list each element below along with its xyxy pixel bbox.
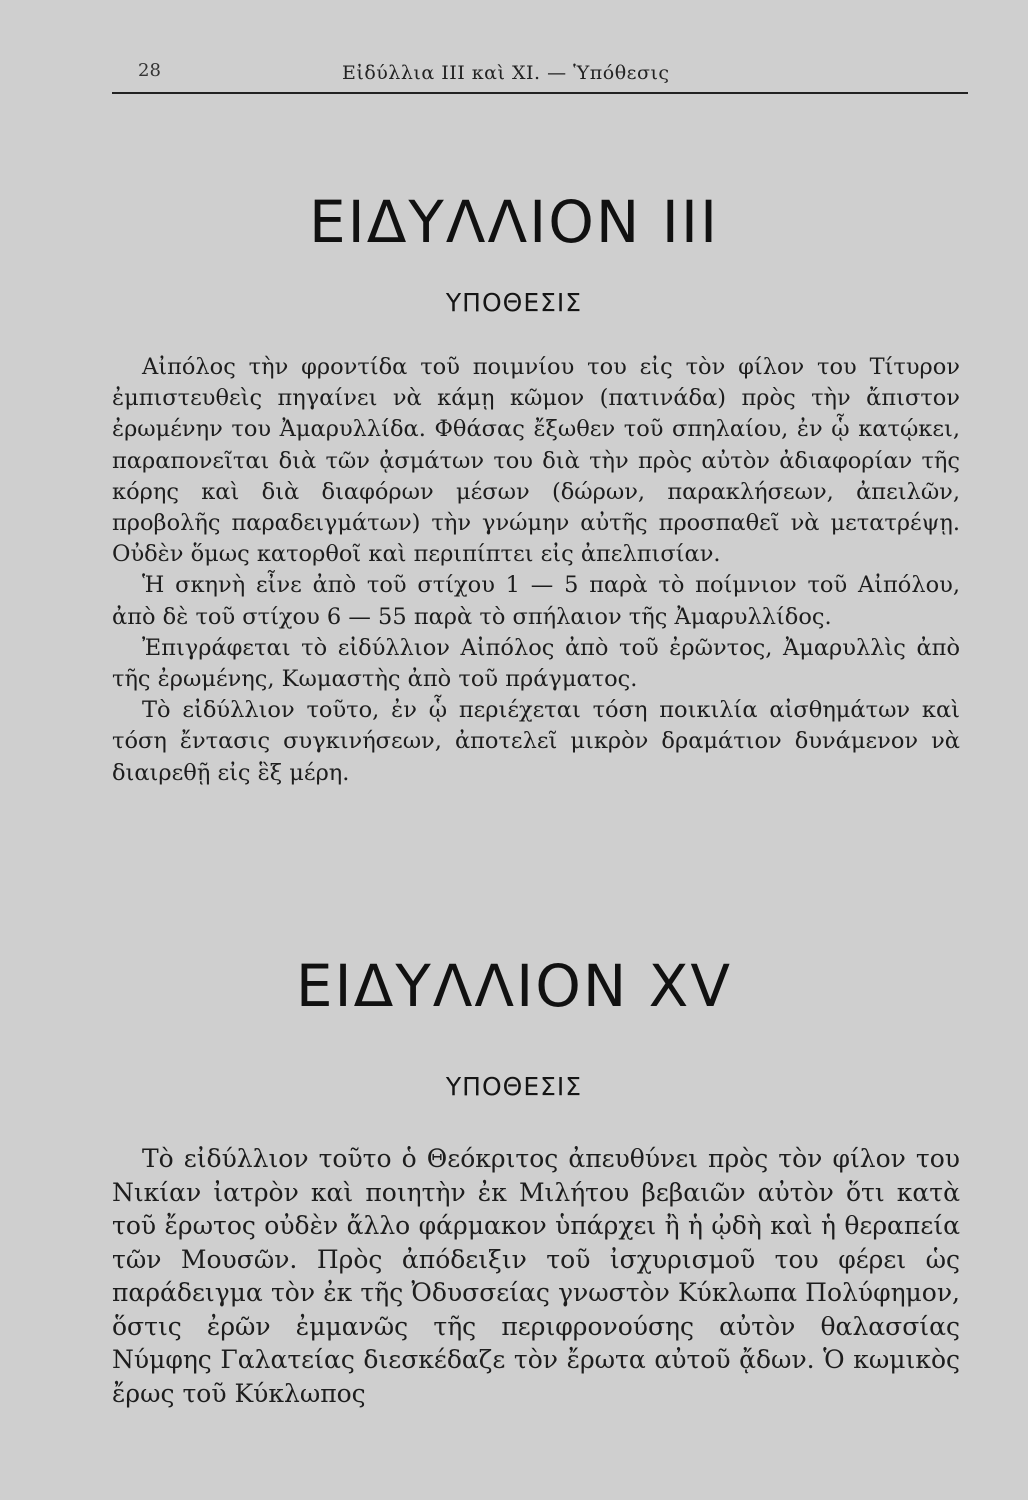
section-subtitle-hypothesis-2: ΥΠΟΘΕΣΙΣ xyxy=(445,1072,583,1101)
paragraph: Ἡ σκηνὴ εἶνε ἀπὸ τοῦ στίχου 1 — 5 παρὰ τὸ ποίμνιον τοῦ Αἰπόλου, ἀπὸ δὲ τοῦ στίχου 6 — 55 παρὰ τὸ σπήλαιον τῆς Ἀμαρυλλίδος. xyxy=(112,572,960,630)
page-number: 28 xyxy=(138,60,161,81)
paragraph: Τὸ εἰδύλλιον τοῦτο ὁ Θεόκριτος ἀπευθύνει πρὸς τὸν φίλον του Νικίαν ἰατρὸν καὶ ποιητὴν ἐκ Μιλήτου βεβαιῶν αὐτὸν ὅτι κατὰ τοῦ ἔρωτος οὐδὲν ἄλλο φάρμακον ὑπάρχει ἢ ἡ ᾠδὴ καὶ ἡ θεραπεία τῶν Μουσῶν. Πρὸς ἀπόδειξιν τοῦ ἰσχυρισμοῦ του φέρει ὡς παράδειγμα τὸν ἐκ τῆς Ὀδυσσείας γνωστὸν Κύκλωπα Πολύφημον, ὅστις ἐρῶν ἐμμανῶς τῆς περιφρονούσης αὐτὸν θαλασσίας Νύμφης Γαλατείας διεσκέδαζε τὸν ἔρωτα αὐτοῦ ᾄδων. Ὁ κωμικὸς ἔρως τοῦ Κύκλωπος xyxy=(112,1144,960,1408)
section-body-idyll-3 xyxy=(112,352,960,789)
paragraph: Αἰπόλος τὴν φροντίδα τοῦ ποιμνίου του εἰς τὸν φίλον του Τίτυρον ἐμπιστευθεὶς πηγαίνει νὰ κάμῃ κῶμον (πατινάδα) πρὸς τὴν ἄπιστον ἐρωμένην του Ἀμαρυλλίδα. Φθάσας ἔξωθεν τοῦ σπηλαίου, ἐν ᾧ κατῴκει, παραπονεῖται διὰ τῶν ᾀσμάτων του διὰ τὴν πρὸς αὐτὸν ἀδιαφορίαν τῆς κόρης καὶ διὰ διαφόρων μέσων (δώρων, παρακλήσεων, ἀπειλῶν, προβολῆς παραδειγμάτων) τὴν γνώμην αὐτῆς προσπαθεῖ νὰ μετατρέψῃ. Οὐδὲν ὅμως κατορθοῖ καὶ περιπίπτει εἰς ἀπελπισίαν. xyxy=(112,354,960,568)
section-title-idyll-15: ΕΙΔΥΛΛΙΟΝ XV xyxy=(295,952,733,1020)
paragraph: Ἐπιγράφεται τὸ εἰδύλλιον Αἰπόλος ἀπὸ τοῦ ἐρῶντος, Ἀμαρυλλὶς ἀπὸ τῆς ἐρωμένης, Κωμαστὴς ἀπὸ τοῦ πράγματος. xyxy=(112,634,960,693)
page-header xyxy=(112,60,968,100)
section-subtitle-hypothesis-1: ΥΠΟΘΕΣΙΣ xyxy=(445,288,583,317)
section-body-idyll-15 xyxy=(112,1142,960,1410)
paragraph: Τὸ εἰδύλλιον τοῦτο, ἐν ᾧ περιέχεται τόση ποικιλία αἰσθημάτων καὶ τόση ἔντασις συγκινήσεων, ἀποτελεῖ μικρὸν δραμάτιον δυνάμενον νὰ διαιρεθῇ εἰς ἓξ μέρη. xyxy=(112,697,960,786)
header-rule xyxy=(112,92,968,94)
section-title-idyll-3: ΕΙΔΥΛΛΙΟΝ III xyxy=(308,188,720,256)
running-head: Εἰδύλλια III καὶ XI. — Ὑπόθεσις xyxy=(342,62,670,84)
